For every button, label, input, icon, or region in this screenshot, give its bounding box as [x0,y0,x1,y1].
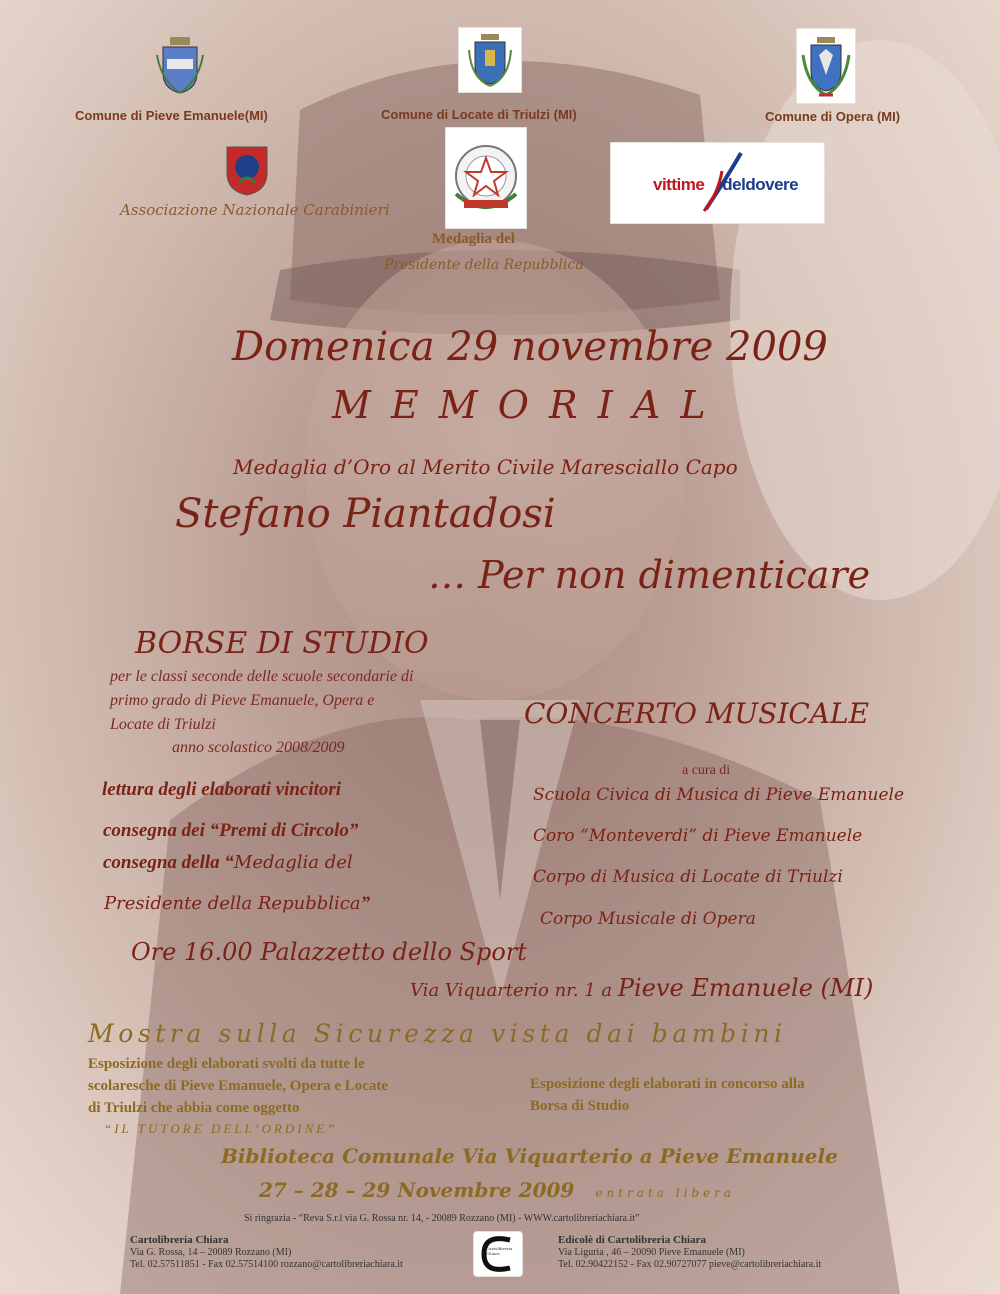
logo-swoosh-icon [696,149,746,217]
municipality-pieve-label: Comune di Pieve Emanuele(MI) [75,108,268,123]
scholarships-desc-2: primo grado di Pieve Emanuele, Opera e [110,692,375,709]
medal-item-name: Medaglia del [233,852,353,873]
venue-time-place: Ore 16.00 Palazzetto dello Sport [131,938,527,966]
medal-item-president: Presidente della Repubblica [104,893,361,914]
exhibition-left-2: scolaresche di Pieve Emanuele, Opera e Locate [88,1078,389,1094]
scholarships-desc-1: per le classi seconde delle scuole secondarie di [110,668,414,685]
memorial-title: M E M O R I A L [332,383,710,427]
scholarship-item-prizes: consegna dei “Premi di Circolo” [103,820,359,841]
medal-item-close-quote: ” [360,893,371,914]
locate-di-triulzi-crest [458,27,522,93]
exhibition-entry: entrata libera [595,1186,736,1200]
event-date: Domenica 29 novembre 2009 [232,324,828,370]
exhibition-right-1: Esposizione degli elaborati in concorso alla [530,1076,805,1092]
logo-word-dovere: dovere [745,175,799,194]
municipality-locate-label: Comune di Locate di Triulzi (MI) [381,107,577,122]
exhibition-location: Biblioteca Comunale Via Viquarterio a Pieve Emanuele [221,1144,838,1168]
center-logo-text: Cartolibreria Chiara [486,1246,513,1256]
exhibition-left-3: di Triulzi che abbia come oggetto [88,1100,300,1116]
footer-thanks: Si ringrazia - “Reva S.r.l via G. Rossa nr. 14, - 20089 Rozzano (MI) - WWW.cartolibreriachiara.it” [244,1213,640,1224]
concert-group-scuola-civica: Scuola Civica di Musica di Pieve Emanuele [533,785,905,805]
footer-left-contact: Tel. 02.57511851 - Fax 02.57514100 rozzano@cartolibreriachiara.it [130,1259,403,1270]
concert-group-coro-monteverdi: Coro “Monteverdi” di Pieve Emanuele [533,826,863,846]
scholarship-item-reading: lettura degli elaborati vincitori [102,779,342,800]
vittime-del-dovere-logo [610,142,825,224]
exhibition-right-2: Borsa di Studio [530,1098,630,1114]
concert-group-locate: Corpo di Musica di Locate di Triulzi [533,867,843,887]
opera-crest [796,28,856,104]
footer-right-contact: Tel. 02.90422152 - Fax 02.90727077 pieve@cartolibreriachiara.it [558,1259,822,1270]
scholarships-title: BORSE DI STUDIO [135,626,429,661]
scholarship-item-medal [103,852,353,874]
exhibition-dates-row [259,1178,735,1202]
medal-line1: Medaglia del [432,231,515,247]
carabinieri-badge-icon [223,143,271,197]
scholarship-item-medal-line2 [104,893,370,915]
italian-republic-emblem [445,127,527,229]
footer-left-name: Cartolibreria Chiara [130,1234,229,1246]
pieve-emanuele-crest [155,35,205,95]
footer-left-address: Via G. Rossa, 14 – 20089 Rozzano (MI) [130,1247,292,1258]
medal-item-prefix: consegna della “ [103,852,234,873]
exhibition-left-4: “IL TUTORE DELL’ORDINE” [104,1121,338,1136]
logo-word-del: del [722,175,746,194]
exhibition-dates: 27 – 28 – 29 Novembre 2009 [259,1178,575,1202]
cartolibreria-chiara-logo [473,1231,523,1277]
exhibition-left-1: Esposizione degli elaborati svolti da tutte le [88,1056,365,1072]
scholarships-year: anno scolastico 2008/2009 [172,739,345,756]
honor-line: Medaglia d’Oro al Merito Civile Maresciallo Capo [233,455,738,479]
association-label: Associazione Nazionale Carabinieri [120,201,390,219]
municipality-opera-label: Comune di Opera (MI) [765,109,901,124]
concert-title: CONCERTO MUSICALE [524,697,870,730]
exhibition-title: Mostra sulla Sicurezza vista dai bambini [88,1019,787,1048]
honoree-name: Stefano Piantadosi [175,491,556,537]
venue-city: Pieve Emanuele (MI) [617,974,874,1002]
scholarships-desc-3: Locate di Triulzi [110,716,216,733]
venue-street: Via Viquarterio nr. 1 a [410,980,618,1001]
footer-right-address: Via Liguria , 46 – 20090 Pieve Emanuele (MI) [558,1247,745,1258]
concert-curated-by: a cura di [682,763,731,778]
concert-group-opera: Corpo Musicale di Opera [540,909,756,929]
logo-word-vittime: vittime [653,175,705,194]
medal-line2: Presidente della Repubblica [384,257,584,273]
footer-right-name: Edicolè di Cartolibreria Chiara [558,1234,706,1246]
venue-address [410,974,873,1002]
motto: … Per non dimenticare [428,553,871,597]
